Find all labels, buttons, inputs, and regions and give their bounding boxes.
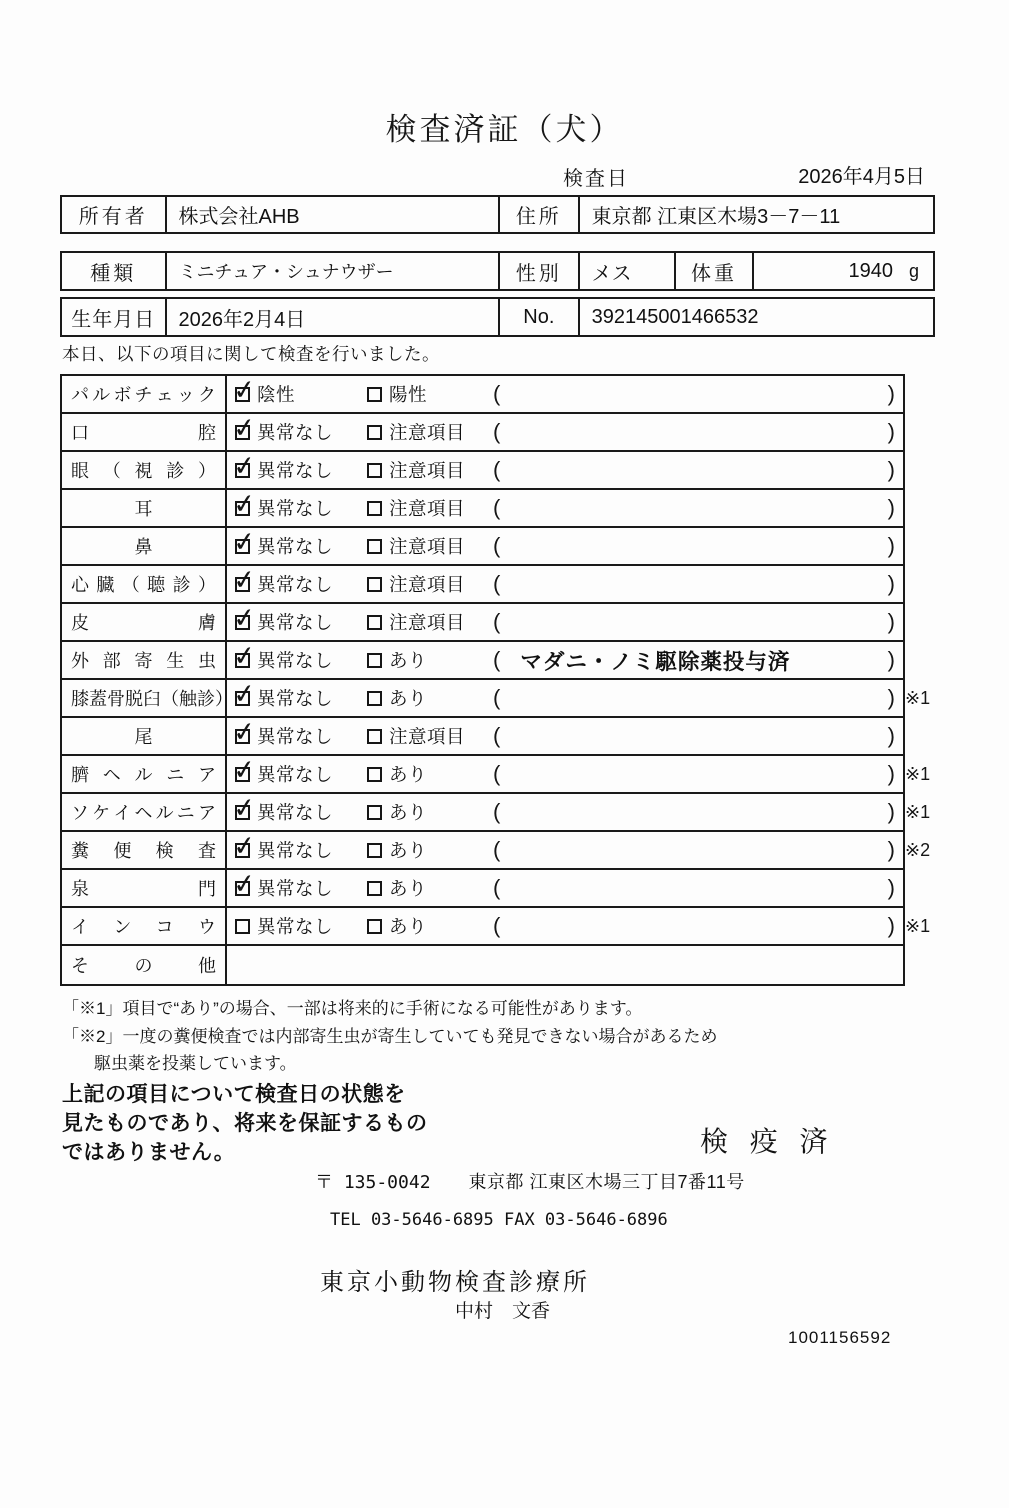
item-label-char: 鼻 bbox=[134, 537, 153, 557]
item-label-char: 診 bbox=[197, 689, 215, 709]
checkbox-empty bbox=[367, 919, 382, 934]
breed-label: 種類 bbox=[62, 253, 167, 289]
option-label: 異常なし bbox=[257, 536, 334, 557]
option-label: 注意項目 bbox=[389, 612, 466, 633]
checkbox-checked bbox=[235, 843, 250, 858]
option-group bbox=[227, 571, 359, 597]
option-group bbox=[359, 799, 491, 825]
item-label-char: ニ bbox=[166, 765, 185, 785]
close-paren: ) bbox=[887, 495, 895, 520]
item-label-char: 腔 bbox=[198, 423, 216, 443]
weight-label: 体重 bbox=[676, 253, 754, 289]
checkbox-empty bbox=[367, 881, 382, 896]
inspection-row bbox=[62, 794, 931, 832]
inspection-row bbox=[62, 452, 903, 490]
inspection-row bbox=[62, 946, 903, 984]
open-paren: ( bbox=[493, 913, 501, 938]
item-label bbox=[62, 376, 227, 412]
close-paren: ) bbox=[887, 875, 895, 900]
item-label-char: コ bbox=[155, 917, 174, 937]
birth-value: 2026年2月4日 bbox=[167, 299, 500, 335]
item-label-char: ボ bbox=[113, 385, 132, 405]
option-label: 注意項目 bbox=[389, 726, 466, 747]
inspection-row bbox=[62, 908, 931, 946]
close-paren: ) bbox=[887, 723, 895, 748]
option-label: 異常なし bbox=[257, 688, 334, 709]
item-label bbox=[62, 604, 227, 640]
row-content bbox=[227, 604, 903, 640]
option-group bbox=[227, 457, 359, 483]
postal-code: 〒 135-0042 bbox=[315, 1172, 431, 1193]
row-content bbox=[227, 452, 903, 488]
open-paren: ( bbox=[493, 495, 501, 520]
checkbox-empty bbox=[235, 919, 250, 934]
inspection-row bbox=[62, 756, 931, 794]
note-field bbox=[491, 685, 903, 711]
address-label: 住所 bbox=[500, 197, 580, 232]
owner-value: 株式会社AHB bbox=[167, 197, 500, 232]
checkbox-checked bbox=[235, 463, 250, 478]
item-label-char: 他 bbox=[198, 956, 216, 976]
disclaimer-text bbox=[62, 1080, 428, 1167]
intro-text: 本日、以下の項目に関して検査を行いました。 bbox=[62, 344, 440, 364]
item-label-char: ヘ bbox=[134, 803, 153, 823]
close-paren: ) bbox=[887, 913, 895, 938]
item-label-char: 泉 bbox=[71, 879, 89, 899]
pet-info-table-row-1 bbox=[60, 251, 935, 291]
item-label-char: 眼 bbox=[71, 461, 89, 481]
footnotes bbox=[62, 995, 717, 1078]
option-label: 異常なし bbox=[257, 498, 334, 519]
item-label bbox=[62, 718, 227, 754]
item-label-char: そ bbox=[71, 956, 89, 976]
option-group bbox=[227, 799, 359, 825]
checkbox-checked bbox=[235, 501, 250, 516]
option-label: 異常なし bbox=[257, 802, 334, 823]
note-field bbox=[491, 761, 903, 787]
close-paren: ) bbox=[887, 419, 895, 444]
note-field bbox=[491, 609, 903, 635]
option-group bbox=[227, 723, 359, 749]
item-label-char: ア bbox=[197, 803, 216, 823]
item-label-char: 便 bbox=[113, 841, 132, 861]
owner-table bbox=[60, 195, 935, 234]
inspection-row bbox=[62, 490, 903, 528]
checkbox-checked bbox=[235, 729, 250, 744]
option-group bbox=[359, 571, 491, 597]
open-paren: ( bbox=[493, 761, 501, 786]
open-paren: ( bbox=[493, 647, 501, 672]
option-label: 異常なし bbox=[257, 764, 334, 785]
clinic-name: 東京小動物検査診療所 bbox=[320, 1269, 590, 1296]
inspection-row bbox=[62, 642, 903, 680]
inspection-row bbox=[62, 566, 903, 604]
checkbox-empty bbox=[367, 577, 382, 592]
item-label-char: 部 bbox=[102, 651, 121, 671]
option-group bbox=[359, 913, 491, 939]
item-label-char: 心 bbox=[71, 575, 89, 595]
row-content bbox=[227, 718, 903, 754]
item-label bbox=[62, 414, 227, 450]
item-label bbox=[62, 946, 227, 984]
row-content bbox=[227, 642, 903, 678]
option-group bbox=[359, 761, 491, 787]
close-paren: ) bbox=[887, 799, 895, 824]
option-group bbox=[359, 723, 491, 749]
option-label: あり bbox=[389, 916, 428, 937]
sex-value: メス bbox=[580, 253, 677, 289]
note-field bbox=[491, 645, 903, 676]
close-paren: ) bbox=[887, 647, 895, 672]
option-group bbox=[227, 533, 359, 559]
item-label-char: イ bbox=[113, 803, 132, 823]
item-label-char: 蓋 bbox=[89, 689, 107, 709]
weight-value-cell bbox=[754, 253, 933, 289]
no-value: 392145001466532 bbox=[591, 305, 759, 328]
item-label-char: ケ bbox=[92, 803, 111, 823]
item-label bbox=[62, 680, 233, 716]
item-label-char: 査 bbox=[197, 841, 216, 861]
item-label-char: ル bbox=[134, 765, 153, 785]
item-label-char: ウ bbox=[197, 917, 216, 937]
option-label: 注意項目 bbox=[389, 536, 466, 557]
item-label bbox=[62, 756, 227, 792]
option-group bbox=[359, 533, 491, 559]
option-group bbox=[227, 837, 359, 863]
open-paren: ( bbox=[493, 533, 501, 558]
option-label: 異常なし bbox=[257, 878, 334, 899]
option-group bbox=[359, 457, 491, 483]
no-label: No. bbox=[500, 299, 580, 335]
item-label bbox=[62, 794, 227, 830]
option-label: 異常なし bbox=[257, 726, 334, 747]
option-label: 注意項目 bbox=[389, 422, 466, 443]
open-paren: ( bbox=[493, 609, 501, 634]
item-label-char: ） bbox=[215, 689, 233, 709]
row-content bbox=[227, 794, 903, 830]
disclaimer-line-1: 上記の項目について検査日の状態を bbox=[62, 1083, 406, 1106]
item-label-char: の bbox=[134, 956, 153, 976]
item-label-char: ク bbox=[197, 385, 216, 405]
inspection-row bbox=[62, 528, 903, 566]
row-content bbox=[227, 832, 903, 868]
item-label bbox=[62, 832, 227, 868]
option-group bbox=[227, 609, 359, 635]
birth-label: 生年月日 bbox=[62, 299, 167, 335]
item-label-char: 診 bbox=[166, 461, 185, 481]
close-paren: ) bbox=[887, 837, 895, 862]
checkbox-empty bbox=[367, 653, 382, 668]
option-label: 異常なし bbox=[257, 460, 334, 481]
item-label bbox=[62, 528, 227, 564]
item-label-char: 膝 bbox=[71, 689, 89, 709]
checkbox-empty bbox=[367, 805, 382, 820]
disclaimer-line-2: 見たものであり、将来を保証するもの bbox=[62, 1112, 428, 1135]
option-label: 陽性 bbox=[389, 384, 428, 405]
item-label bbox=[62, 452, 227, 488]
inspection-row bbox=[62, 832, 931, 870]
close-paren: ) bbox=[887, 571, 895, 596]
footnote-2: 「※2」一度の糞便検査では内部寄生虫が寄生していても発見できない場合があるため bbox=[62, 1026, 718, 1046]
note-field bbox=[491, 837, 903, 863]
item-label-char: （ bbox=[121, 575, 140, 595]
option-label: あり bbox=[389, 688, 428, 709]
inspection-row bbox=[62, 376, 903, 414]
item-label-char: 脱 bbox=[125, 689, 143, 709]
item-label-char: ル bbox=[92, 385, 111, 405]
checkbox-checked bbox=[235, 691, 250, 706]
option-group bbox=[227, 381, 359, 407]
reference-mark: ※2 bbox=[905, 840, 931, 860]
option-label: あり bbox=[389, 802, 428, 823]
option-label: あり bbox=[389, 878, 428, 899]
item-label bbox=[62, 490, 227, 526]
option-label: 異常なし bbox=[257, 650, 334, 671]
item-label-char: ） bbox=[197, 575, 216, 595]
option-group bbox=[359, 495, 491, 521]
footnote-2-continued: 駆虫薬を投薬しています。 bbox=[94, 1054, 297, 1073]
item-label-char: 臼 bbox=[143, 689, 161, 709]
checkbox-empty bbox=[367, 539, 382, 554]
option-label: 注意項目 bbox=[389, 460, 466, 481]
reference-mark: ※1 bbox=[905, 688, 931, 708]
row-content bbox=[227, 490, 903, 526]
option-label: あり bbox=[389, 650, 428, 671]
checkbox-checked bbox=[235, 387, 250, 402]
quarantine-passed-stamp: 検 疫 済 bbox=[700, 1126, 835, 1157]
address-value: 東京都 江東区木場3－7－11 bbox=[591, 206, 841, 228]
item-label-char: ェ bbox=[155, 385, 174, 405]
open-paren: ( bbox=[493, 685, 501, 710]
inspection-date-value: 2026年4月5日 bbox=[798, 166, 925, 188]
note-field bbox=[491, 381, 903, 407]
inspection-row bbox=[62, 870, 903, 908]
item-label bbox=[62, 566, 227, 602]
note-field bbox=[491, 913, 903, 939]
checkbox-checked bbox=[235, 805, 250, 820]
note-field bbox=[491, 533, 903, 559]
option-label: あり bbox=[389, 764, 428, 785]
option-label: 異常なし bbox=[257, 574, 334, 595]
row-content bbox=[227, 908, 903, 944]
item-label-char: 聴 bbox=[147, 575, 166, 595]
note-field bbox=[491, 457, 903, 483]
note-field bbox=[491, 799, 903, 825]
note-field bbox=[491, 875, 903, 901]
clinic-address-line bbox=[315, 1168, 745, 1194]
row-content bbox=[227, 376, 903, 412]
item-label bbox=[62, 908, 227, 944]
item-label bbox=[62, 870, 227, 906]
close-paren: ) bbox=[887, 685, 895, 710]
item-label-char: ル bbox=[155, 803, 174, 823]
checkbox-checked bbox=[235, 767, 250, 782]
inspection-table bbox=[60, 374, 931, 986]
item-label-char: ア bbox=[198, 765, 216, 785]
option-label: 異常なし bbox=[257, 840, 334, 861]
option-group bbox=[227, 647, 359, 673]
item-label-char: 尾 bbox=[134, 727, 153, 747]
veterinarian-name: 中村 文香 bbox=[455, 1301, 551, 1322]
item-label-char: チ bbox=[134, 385, 153, 405]
note-field bbox=[491, 495, 903, 521]
reference-mark: ※1 bbox=[905, 802, 931, 822]
checkbox-empty bbox=[367, 425, 382, 440]
checkbox-empty bbox=[367, 463, 382, 478]
item-label-char: 生 bbox=[166, 651, 185, 671]
option-group bbox=[227, 913, 359, 939]
sex-label: 性別 bbox=[500, 253, 580, 289]
option-group bbox=[227, 419, 359, 445]
item-label-char: 触 bbox=[179, 689, 197, 709]
row-content bbox=[227, 946, 903, 984]
option-label: 異常なし bbox=[257, 916, 334, 937]
owner-label: 所有者 bbox=[62, 197, 167, 232]
item-label-char: 検 bbox=[155, 841, 174, 861]
row-content bbox=[227, 566, 903, 602]
checkbox-empty bbox=[367, 615, 382, 630]
checkbox-checked bbox=[235, 577, 250, 592]
open-paren: ( bbox=[493, 837, 501, 862]
note-text: マダニ・ノミ駆除薬投与済 bbox=[520, 649, 791, 674]
clinic-tel-fax: TEL 03-5646-6895 FAX 03-5646-6896 bbox=[330, 1210, 668, 1230]
item-label-char: 虫 bbox=[198, 651, 216, 671]
item-label-char: 骨 bbox=[107, 689, 125, 709]
option-label: あり bbox=[389, 840, 428, 861]
item-label-char: ） bbox=[198, 461, 216, 481]
checkbox-checked bbox=[235, 653, 250, 668]
note-field bbox=[491, 419, 903, 445]
document-serial-number: 1001156592 bbox=[788, 1328, 892, 1347]
open-paren: ( bbox=[493, 457, 501, 482]
option-group bbox=[359, 609, 491, 635]
item-label-char: 視 bbox=[134, 461, 153, 481]
option-group bbox=[227, 761, 359, 787]
item-label-char: 糞 bbox=[71, 841, 89, 861]
page-title: 検査済証（犬） bbox=[385, 112, 624, 147]
weight-unit: g bbox=[908, 260, 919, 281]
item-label-char: 皮 bbox=[71, 613, 89, 633]
option-group bbox=[359, 837, 491, 863]
item-label-char: パ bbox=[71, 385, 89, 405]
item-label-char: 門 bbox=[198, 879, 216, 899]
note-field bbox=[491, 571, 903, 597]
row-content bbox=[227, 870, 903, 906]
checkbox-checked bbox=[235, 881, 250, 896]
option-group bbox=[227, 685, 359, 711]
inspection-row bbox=[62, 414, 903, 452]
item-label-char: 寄 bbox=[134, 651, 153, 671]
item-label-char: 臓 bbox=[96, 575, 115, 595]
item-label-char: ニ bbox=[176, 803, 195, 823]
checkbox-empty bbox=[367, 767, 382, 782]
item-label-char: ン bbox=[113, 917, 132, 937]
item-label-char: 耳 bbox=[134, 499, 153, 519]
checkbox-checked bbox=[235, 539, 250, 554]
item-label bbox=[62, 642, 227, 678]
option-label: 異常なし bbox=[257, 422, 334, 443]
open-paren: ( bbox=[493, 381, 501, 406]
row-content bbox=[227, 414, 903, 450]
option-label: 注意項目 bbox=[389, 574, 466, 595]
option-label: 注意項目 bbox=[389, 498, 466, 519]
checkbox-empty bbox=[367, 501, 382, 516]
checkbox-empty bbox=[367, 843, 382, 858]
open-paren: ( bbox=[493, 571, 501, 596]
option-group bbox=[359, 875, 491, 901]
inspection-row bbox=[62, 718, 903, 756]
close-paren: ) bbox=[887, 381, 895, 406]
open-paren: ( bbox=[493, 799, 501, 824]
close-paren: ) bbox=[887, 533, 895, 558]
footnote-1: 「※1」項目で“あり”の場合、一部は将来的に手術になる可能性があります。 bbox=[62, 999, 643, 1018]
item-label-char: ソ bbox=[71, 803, 89, 823]
checkbox-checked bbox=[235, 425, 250, 440]
checkbox-empty bbox=[367, 387, 382, 402]
row-content bbox=[227, 756, 903, 792]
inspection-row bbox=[62, 680, 931, 718]
item-label-char: （ bbox=[102, 461, 121, 481]
open-paren: ( bbox=[493, 419, 501, 444]
reference-mark: ※1 bbox=[905, 916, 931, 936]
note-field bbox=[491, 723, 903, 749]
open-paren: ( bbox=[493, 875, 501, 900]
row-content bbox=[227, 528, 903, 564]
item-label-char: 診 bbox=[172, 575, 191, 595]
checkbox-empty bbox=[367, 729, 382, 744]
option-label: 陰性 bbox=[257, 384, 296, 405]
item-label-char: 口 bbox=[71, 423, 89, 443]
pet-info-table-row-2 bbox=[60, 297, 935, 337]
option-group bbox=[227, 875, 359, 901]
option-group bbox=[227, 495, 359, 521]
option-group bbox=[359, 647, 491, 673]
option-group bbox=[359, 381, 491, 407]
inspection-row bbox=[62, 604, 903, 642]
checkbox-checked bbox=[235, 615, 250, 630]
item-label-char: （ bbox=[161, 689, 179, 709]
item-label-char: ッ bbox=[176, 385, 195, 405]
item-label-char: ヘ bbox=[102, 765, 121, 785]
item-label-char: 外 bbox=[71, 651, 89, 671]
option-group bbox=[359, 685, 491, 711]
weight-value: 1940 bbox=[848, 259, 893, 282]
open-paren: ( bbox=[493, 723, 501, 748]
reference-mark: ※1 bbox=[905, 764, 931, 784]
row-content bbox=[227, 680, 903, 716]
close-paren: ) bbox=[887, 761, 895, 786]
inspection-date-label: 検査日 bbox=[563, 168, 629, 190]
close-paren: ) bbox=[887, 457, 895, 482]
option-group bbox=[359, 419, 491, 445]
item-label-char: 臍 bbox=[71, 765, 89, 785]
breed-value: ミニチュア・シュナウザー bbox=[167, 253, 500, 289]
clinic-address: 東京都 江東区木場三丁目7番11号 bbox=[468, 1172, 745, 1192]
close-paren: ) bbox=[887, 609, 895, 634]
disclaimer-line-3: ではありません。 bbox=[62, 1141, 236, 1164]
option-label: 異常なし bbox=[257, 612, 334, 633]
item-label-char: イ bbox=[71, 917, 89, 937]
item-label-char: 膚 bbox=[198, 613, 216, 633]
checkbox-empty bbox=[367, 691, 382, 706]
